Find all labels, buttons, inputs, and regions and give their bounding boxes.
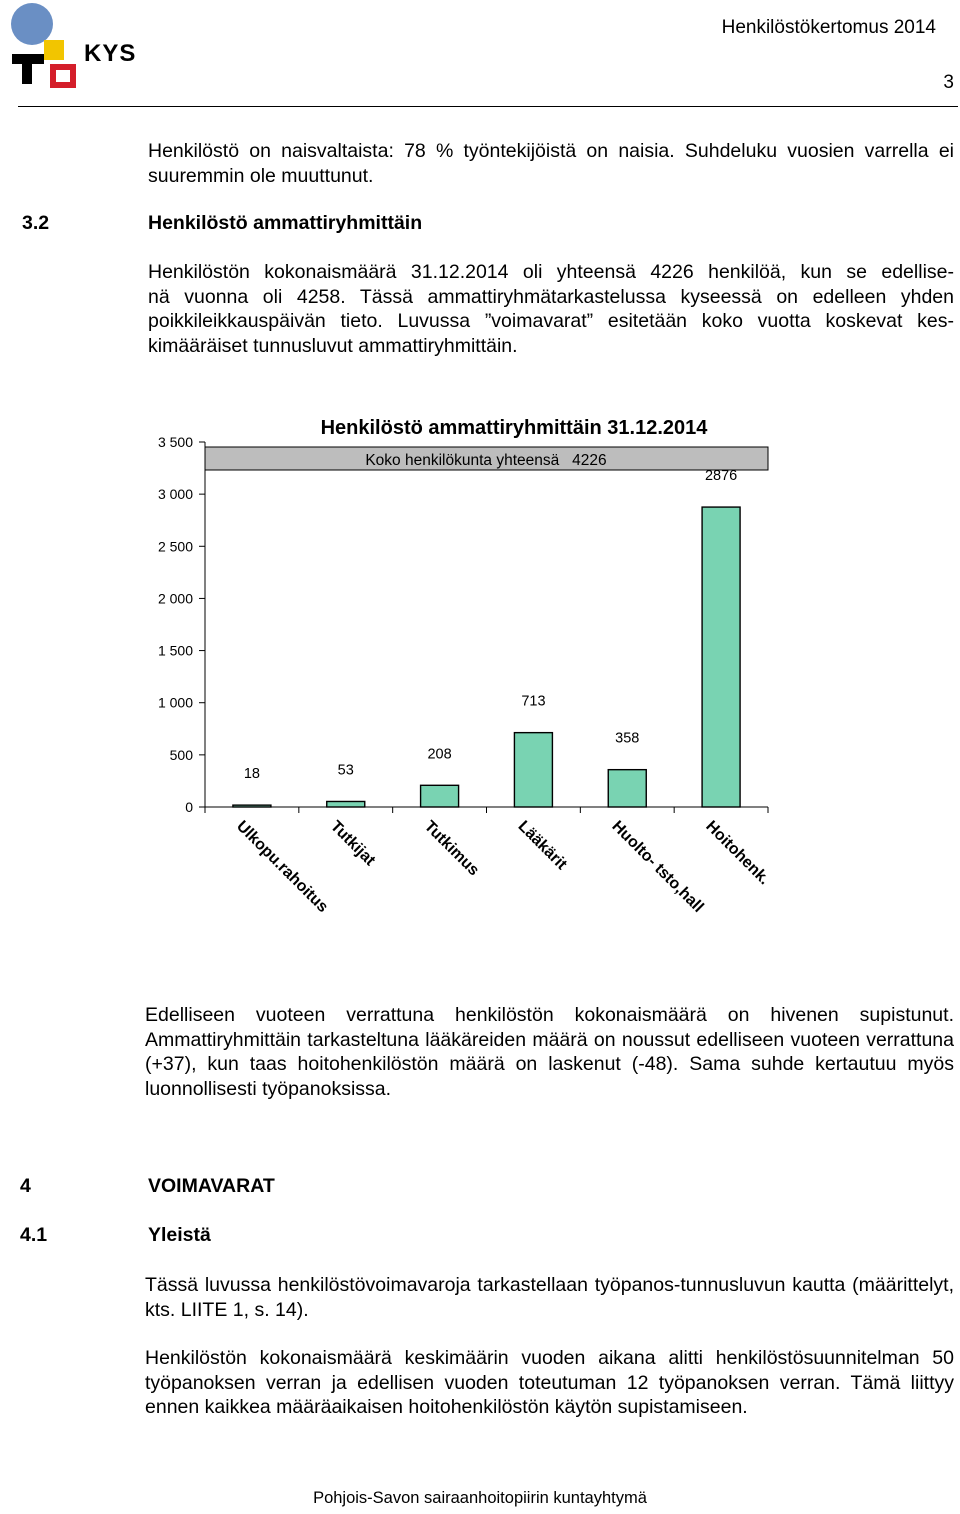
bar-value-label: 208	[427, 746, 452, 763]
logo-text: KYS	[84, 40, 137, 67]
bar	[327, 801, 365, 807]
bar-value-label: 18	[243, 766, 260, 783]
y-tick-label: 3 500	[157, 434, 193, 450]
logo-blue-circle-icon	[11, 3, 53, 45]
section-line: poikkileikkauspäivän tieto. Luvussa ”voimavarat” esitetään koko vuotta koskevat kes-	[148, 310, 954, 333]
subsection-heading: Yleistä	[148, 1224, 211, 1246]
chart-title: Henkilöstö ammattiryhmittäin 31.12.2014	[320, 417, 708, 439]
y-tick-label: 2 000	[157, 590, 193, 607]
footer-organization: Pohjois-Savon sairaanhoitopiirin kuntayhtymä	[313, 1489, 647, 1507]
logo-yellow-square-icon	[44, 40, 64, 60]
bars	[233, 507, 740, 807]
subsection-paragraph-1: Tässä luvussa henkilöstövoimavaroja tarkastellaan työpanos-tunnusluvun kautta (määrittelyt, kts. LIITE 1, s. 14).	[145, 1274, 954, 1321]
category-label: Huolto- tsto,hall	[608, 817, 707, 916]
subsection-number: 4.1	[20, 1224, 48, 1246]
category-label: Lääkärit	[514, 817, 571, 874]
bar-value-label: 713	[521, 693, 546, 710]
category-label: Tutkijat	[326, 817, 379, 870]
x-labels	[233, 818, 773, 916]
value-labels	[244, 468, 737, 782]
y-tick-label: 3 000	[157, 486, 193, 503]
section-paragraph	[148, 260, 954, 358]
chapter-number: 4	[20, 1175, 31, 1197]
x-axis	[205, 807, 768, 813]
section-number: 3.2	[22, 212, 50, 234]
y-tick-label: 500	[169, 746, 193, 763]
y-axis	[158, 434, 205, 815]
intro-paragraph: Henkilöstö on naisvaltaista: 78 % työntekijöistä on naisia. Suhdeluku vuosien varrella ei suuremmin ole muuttunut.	[148, 140, 954, 187]
subsection-paragraph-2: Henkilöstön kokonaismäärä keskimäärin vuoden aikana alitti henkilöstösuunnitelman 50 työpanoksen verran ja edellisen vuoden toteutuman 12 työpanoksen verran. Tämä liittyy ennen kaikkea määräaikaisen hoitohenkilöstön käytön supistamiseen.	[145, 1347, 954, 1419]
section-line: kimääräiset tunnusluvut ammattiryhmittäin.	[148, 334, 518, 357]
logo-black-shape-icon	[12, 54, 44, 84]
bar-chart	[140, 400, 820, 960]
bar	[608, 770, 646, 807]
header-divider	[18, 106, 958, 107]
document-title: Henkilöstökertomus 2014	[721, 17, 936, 38]
bar	[421, 785, 459, 807]
section-heading: Henkilöstö ammattiryhmittäin	[148, 212, 423, 234]
bar	[702, 507, 740, 807]
bar-value-label: 358	[615, 730, 640, 747]
chapter-heading: VOIMAVARAT	[148, 1175, 275, 1197]
category-label: Hoitohenk.	[702, 817, 773, 889]
bar	[514, 733, 552, 807]
section-line: nä vuonna oli 4258. Tässä ammattiryhmätarkastelussa kyseessä on edelleen yhden	[148, 285, 954, 308]
page-number: 3	[943, 72, 954, 93]
y-tick-label: 2 500	[157, 538, 193, 555]
category-label: Ulkopu.rahoitus	[233, 817, 332, 916]
y-tick-label: 1 500	[157, 642, 193, 659]
bar-value-label: 53	[337, 762, 354, 779]
section-line: Henkilöstön kokonaismäärä 31.12.2014 oli yhteensä 4226 henkilöä, kun se edellise-	[148, 261, 954, 283]
logo-red-shape-icon	[50, 64, 76, 88]
chart-subtitle: Koko henkilökunta yhteensä 4226	[365, 452, 607, 469]
y-tick-label: 1 000	[157, 694, 193, 711]
chart-commentary-paragraph: Edelliseen vuoteen verrattuna henkilöstön kokonaismäärä on hivenen supistunut. Ammattiryhmittäin tarkasteltuna lääkäreiden määrä on noussut edelliseen vuoteen verrattuna (+37), kun taas hoitohenkilöstön määrä on laskenut (-48). Sama suhde kertautuu myös luonnollisesti työpanoksissa.	[145, 1004, 954, 1100]
bar-value-label: 2876	[704, 468, 738, 485]
category-label: Tutkimus	[420, 817, 483, 880]
y-tick-label: 0	[185, 799, 193, 815]
